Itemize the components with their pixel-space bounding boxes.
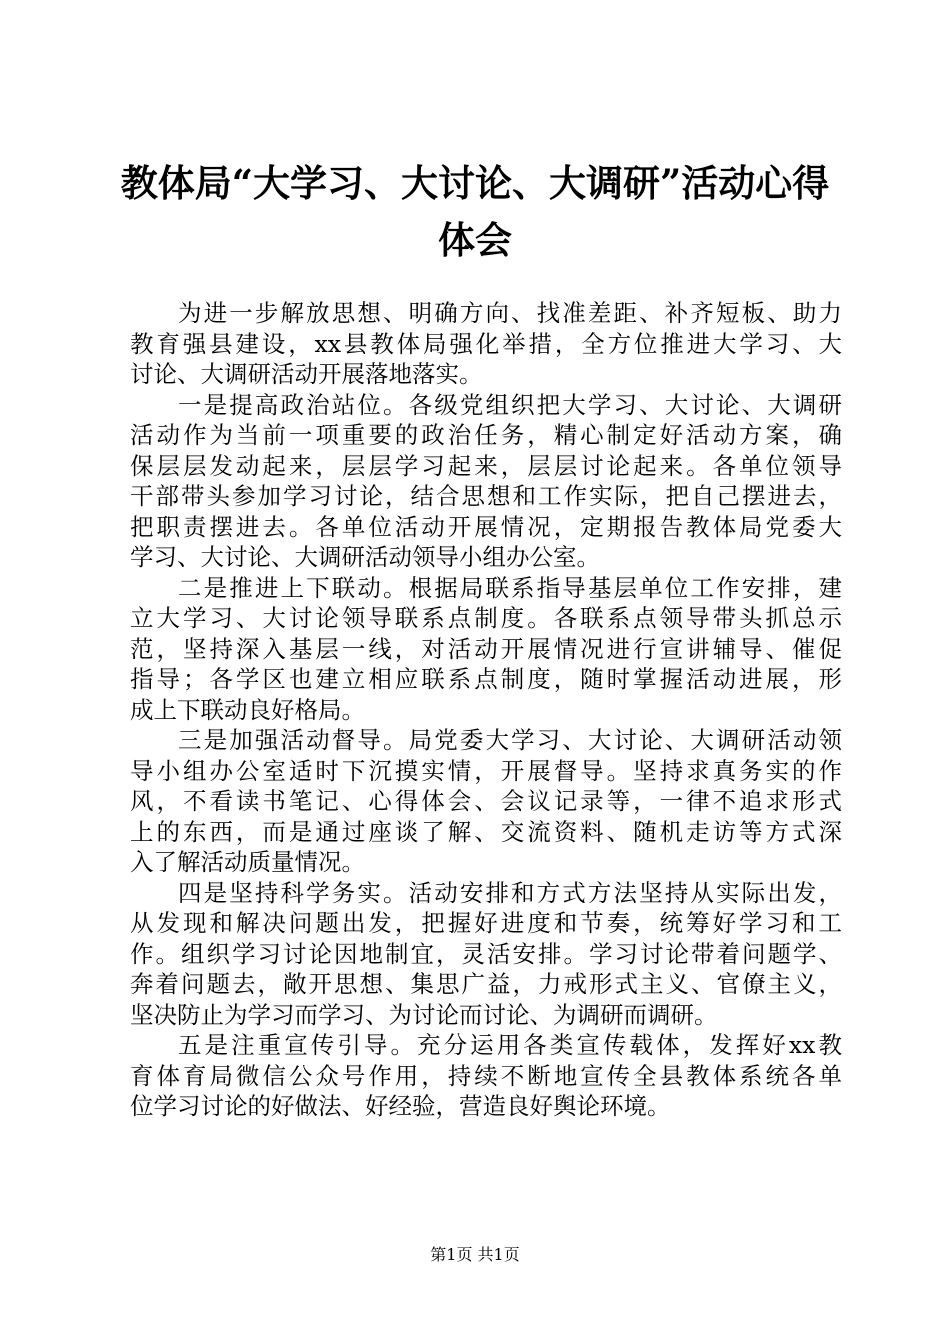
paragraph-line: 入了解活动质量情况。 bbox=[130, 848, 365, 876]
paragraph-line: 讨论、大调研活动开展落地落实。 bbox=[130, 360, 483, 388]
paragraph-line: 上的东西，而是通过座谈了解、交流资料、随机走访等方式深 bbox=[130, 817, 842, 846]
paragraph-line: 奔着问题去，敞开思想、集思广益，力戒形式主义、官僚主义， bbox=[130, 970, 842, 998]
paragraph bbox=[130, 1030, 842, 1122]
document-body bbox=[130, 298, 842, 1122]
paragraph-line: 坚决防止为学习而学习、为讨论而讨论、为调研而调研。 bbox=[130, 1000, 718, 1029]
paragraph-line: 作。组织学习讨论因地制宜，灵活安排。学习讨论带着问题学、 bbox=[130, 939, 842, 968]
paragraph bbox=[130, 390, 842, 573]
paragraph-line: 三是加强活动督导。局党委大学习、大讨论、大调研活动领 bbox=[178, 726, 842, 754]
document-title-line-1: 教体局“大学习、大讨论、大调研”活动心得 bbox=[120, 161, 830, 205]
paragraph bbox=[130, 573, 842, 726]
paragraph-line: 四是坚持科学务实。活动安排和方式方法坚持从实际出发， bbox=[178, 878, 842, 907]
paragraph-line: 活动作为当前一项重要的政治任务，精心制定好活动方案，确 bbox=[130, 421, 842, 449]
paragraph-line: 五是注重宣传引导。充分运用各类宣传载体，发挥好xx教 bbox=[178, 1031, 842, 1059]
paragraph-line: 成上下联动良好格局。 bbox=[130, 695, 365, 724]
paragraph-line: 位学习讨论的好做法、好经验，营造良好舆论环境。 bbox=[130, 1092, 671, 1120]
paragraph-line: 学习、大讨论、大调研活动领导小组办公室。 bbox=[130, 543, 600, 571]
paragraph bbox=[130, 878, 842, 1031]
paragraph-line: 保层层发动起来，层层学习起来，层层讨论起来。各单位领导 bbox=[130, 451, 842, 480]
paragraph-line: 把职责摆进去。各单位活动开展情况，定期报告教体局党委大 bbox=[130, 512, 842, 541]
paragraph-line: 二是推进上下联动。根据局联系指导基层单位工作安排，建 bbox=[178, 573, 842, 602]
paragraph-line: 育体育局微信公众号作用，持续不断地宣传全县教体系统各单 bbox=[130, 1061, 842, 1090]
paragraph bbox=[130, 298, 842, 390]
paragraph-line: 为进一步解放思想、明确方向、找准差距、补齐短板、助力 bbox=[178, 299, 842, 327]
paragraph-line: 立大学习、大讨论领导联系点制度。各联系点领导带头抓总示 bbox=[130, 604, 842, 632]
document-title-line-2: 体会 bbox=[438, 218, 512, 262]
paragraph-line: 教育强县建设，xx县教体局强化举措，全方位推进大学习、大 bbox=[130, 329, 842, 358]
paragraph-line: 导小组办公室适时下沉摸实情，开展督导。坚持求真务实的作 bbox=[130, 756, 842, 785]
paragraph-line: 从发现和解决问题出发，把握好进度和节奏，统筹好学习和工 bbox=[130, 909, 842, 937]
paragraph bbox=[130, 725, 842, 878]
paragraph-line: 风，不看读书笔记、心得体会、会议记录等，一律不追求形式 bbox=[130, 787, 842, 815]
page-footer: 第1页 共1页 bbox=[430, 1245, 520, 1264]
paragraph-line: 一是提高政治站位。各级党组织把大学习、大讨论、大调研 bbox=[178, 390, 842, 419]
paragraph-line: 范，坚持深入基层一线，对活动开展情况进行宣讲辅导、催促 bbox=[130, 634, 842, 663]
paragraph-line: 干部带头参加学习讨论，结合思想和工作实际，把自己摆进去， bbox=[130, 482, 842, 510]
paragraph-line: 指导；各学区也建立相应联系点制度，随时掌握活动进展，形 bbox=[130, 665, 842, 693]
